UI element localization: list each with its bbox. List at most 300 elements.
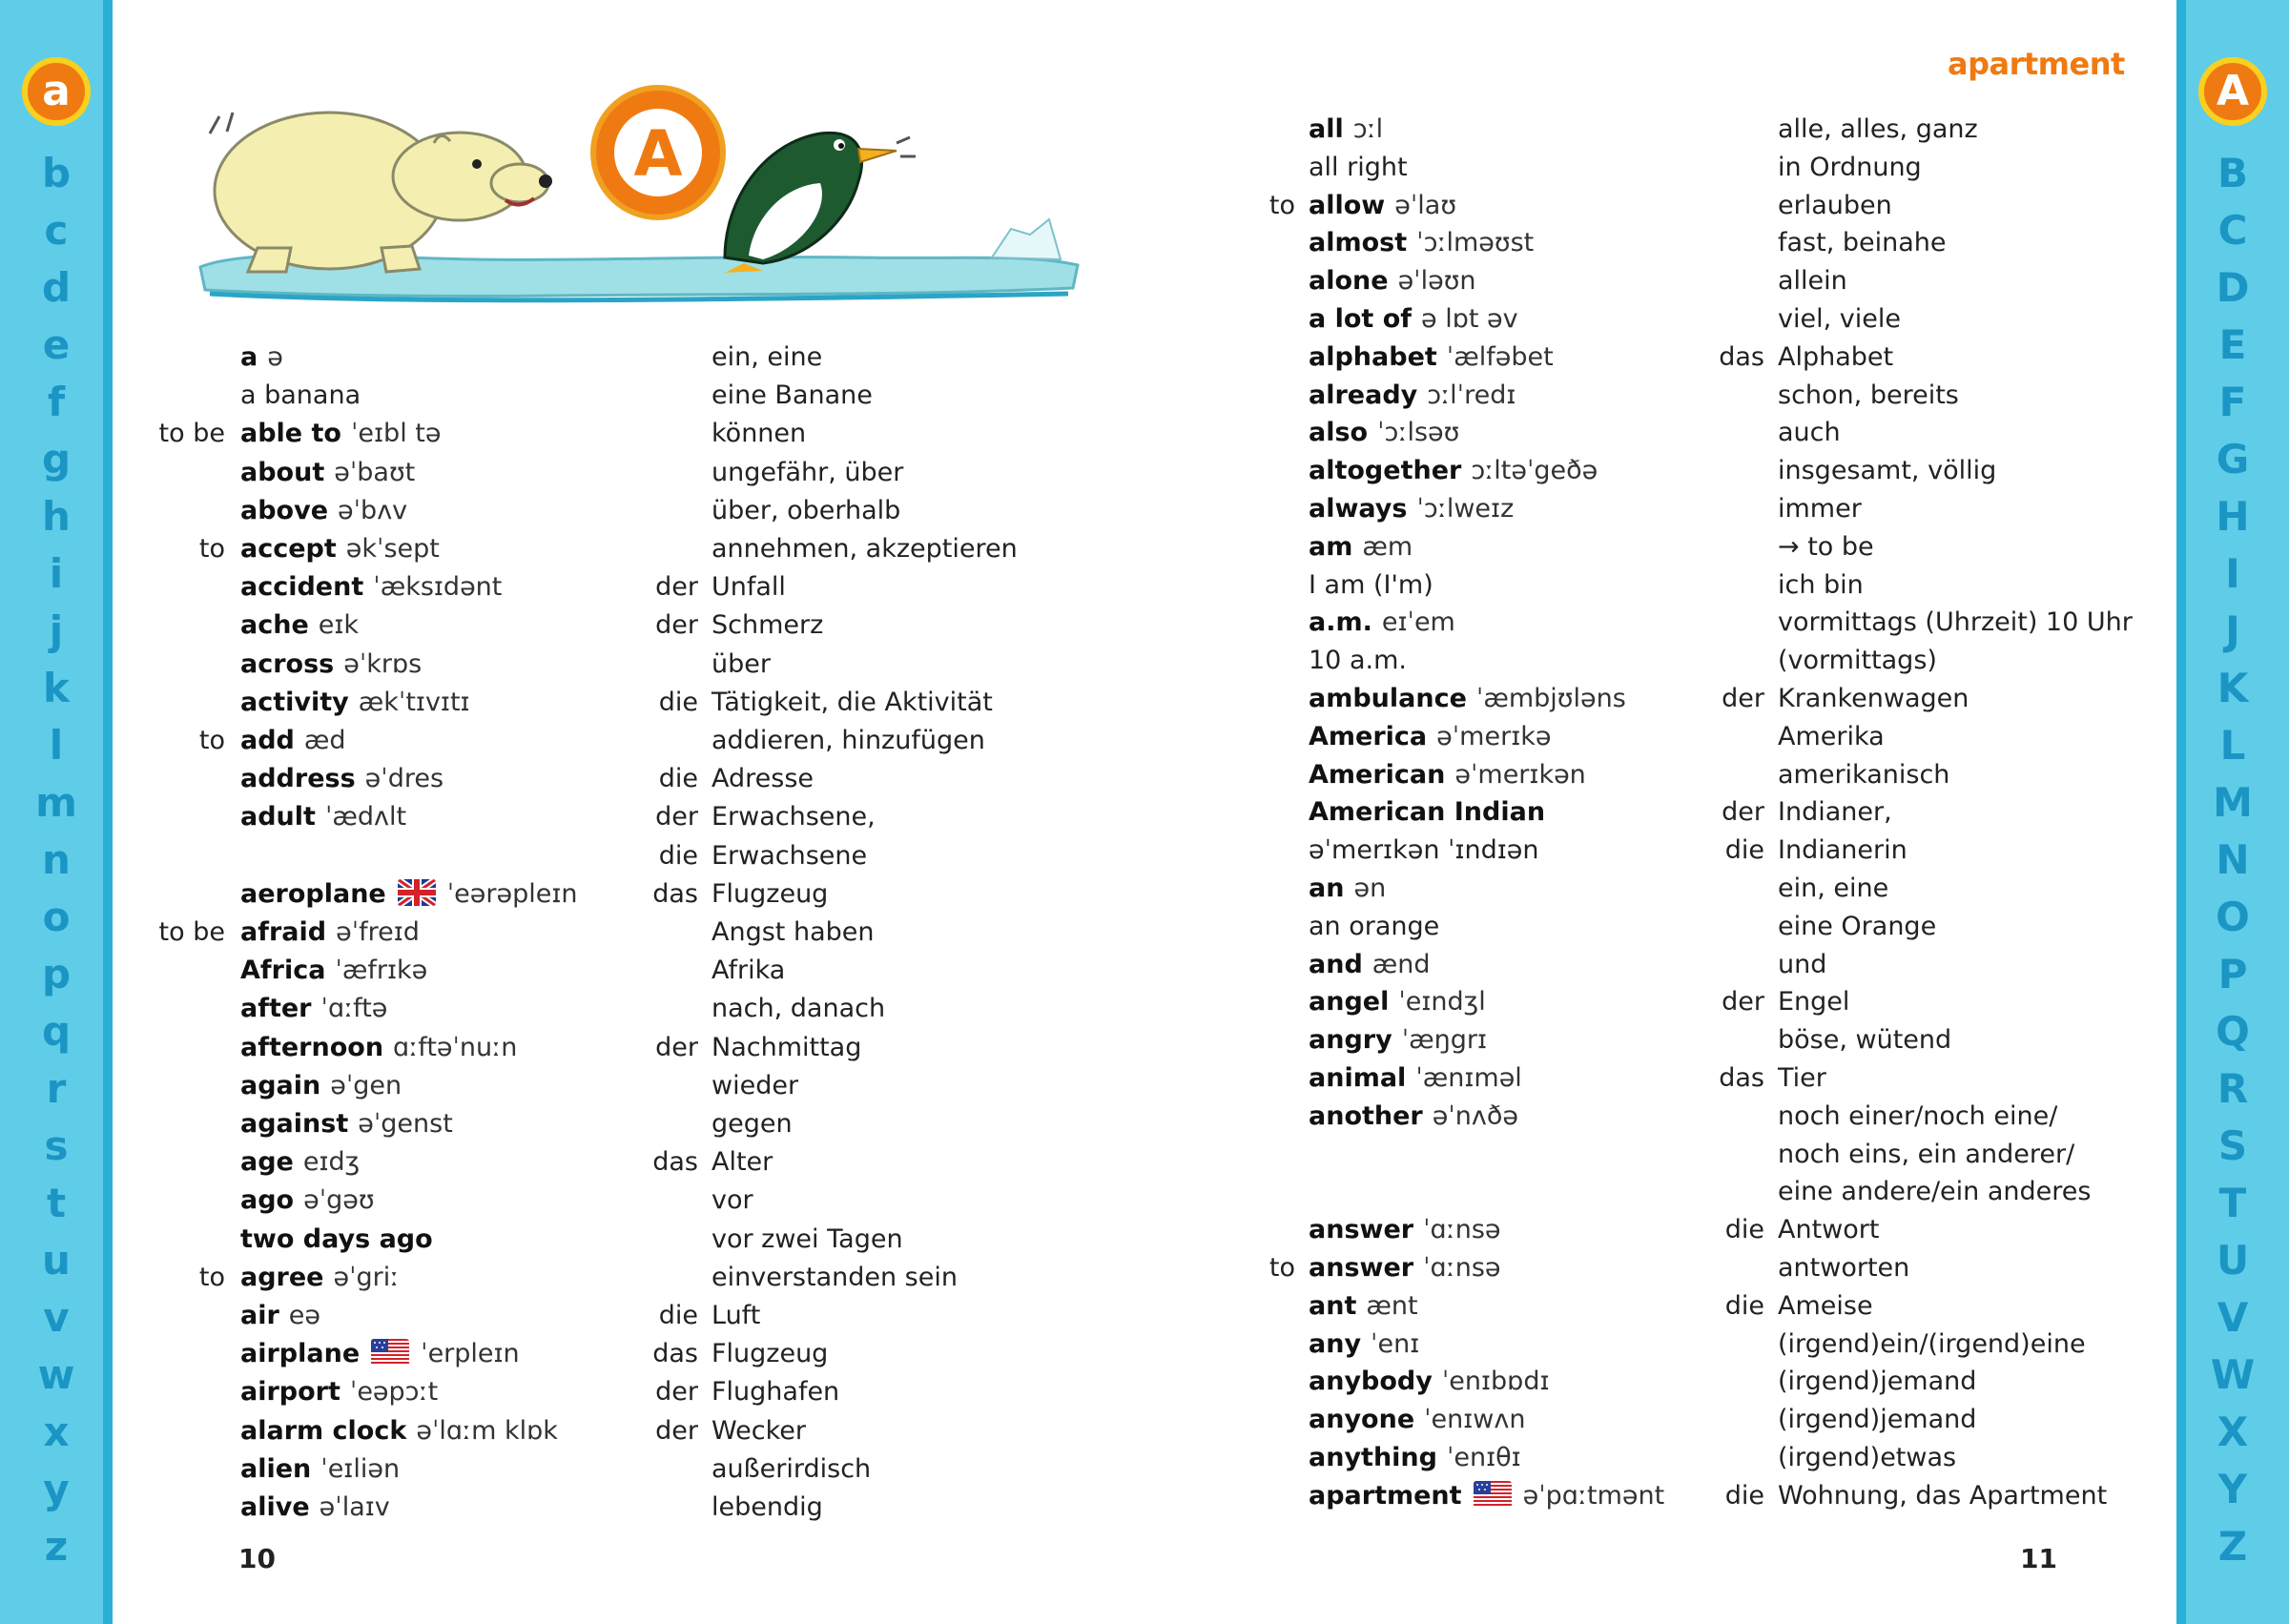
- entry-headword: address: [240, 764, 356, 794]
- entry-headword: ant: [1309, 1290, 1357, 1321]
- index-letter-b[interactable]: b: [41, 150, 72, 196]
- entry-translation: Indianerin: [1778, 835, 1908, 866]
- index-letter-h[interactable]: h: [42, 493, 71, 540]
- entry-translation: eine Banane: [711, 380, 873, 411]
- entry-headword-group: [1309, 1478, 1664, 1514]
- entry-translation: Erwachsene,: [711, 802, 876, 833]
- entry-pronunciation: eɪk: [318, 610, 360, 641]
- entry-article: das: [652, 1339, 698, 1369]
- entry-pronunciation: ækˈtɪvɪtɪ: [358, 687, 470, 717]
- index-letter-o[interactable]: o: [42, 894, 71, 940]
- entry-row: [0, 225, 2289, 261]
- entry-pronunciation: ən: [1353, 874, 1387, 903]
- entry-translation: über, oberhalb: [711, 495, 901, 525]
- entry-row: [0, 491, 2289, 527]
- entry-pronunciation: ɔːl: [1352, 114, 1384, 144]
- index-letter-f[interactable]: f: [47, 379, 66, 425]
- entry-pronunciation: ˈɔːlweɪz: [1416, 494, 1515, 524]
- entry-pronunciation: əˈgen: [330, 1070, 402, 1100]
- entry-translation: Tier: [1778, 1063, 1826, 1093]
- entry-translation: (irgend)ein/(irgend)eine: [1778, 1328, 2086, 1359]
- entry-headword: allow: [1309, 190, 1386, 220]
- entry-headword-group: [1309, 1364, 1550, 1400]
- entry-pronunciation: ˈeɪbl tə: [350, 419, 442, 449]
- entry-pronunciation: əˈlaɪv: [319, 1492, 390, 1522]
- entry-translation: insgesamt, völlig: [1778, 456, 1997, 486]
- entry-row: [0, 567, 2289, 604]
- entry-translation: Amerika: [1778, 721, 1885, 751]
- entry-translation: Wecker: [711, 1415, 806, 1446]
- entry-headword-group: [1309, 947, 1431, 983]
- entry-example: 10 a.m.: [1309, 646, 1407, 676]
- entry-pronunciation: ˈɑːftə: [320, 994, 388, 1024]
- entry-prefix: to: [198, 726, 225, 755]
- entry-row: [0, 909, 2289, 945]
- entry-translation: (irgend)jemand: [1778, 1367, 1977, 1397]
- index-letter-m[interactable]: M: [2213, 779, 2253, 826]
- entry-headword: also: [1309, 418, 1369, 448]
- entry-prefix: to: [1268, 1253, 1295, 1283]
- entry-pronunciation: əˈdres: [364, 764, 444, 794]
- entry-translation: vor: [711, 1185, 753, 1216]
- entry-translation: Luft: [711, 1301, 761, 1330]
- entry-pronunciation: ˈenɪbɒdɪ: [1441, 1367, 1550, 1397]
- entry-article: das: [652, 878, 698, 909]
- index-letter-r[interactable]: R: [2217, 1065, 2249, 1112]
- active-letter-badge: A: [2198, 57, 2267, 126]
- entry-pronunciation: ɔːlˈredɪ: [1427, 380, 1516, 410]
- entry-headword: airport: [240, 1377, 340, 1408]
- entry-translation: → to be: [1778, 531, 1874, 562]
- entry-headword: after: [240, 994, 312, 1024]
- entry-headword: a.m.: [1309, 607, 1372, 638]
- index-letter-v[interactable]: V: [2217, 1294, 2249, 1341]
- entry-pronunciation: ˈæmbjʊləns: [1475, 684, 1626, 713]
- entry-row: [0, 643, 2289, 679]
- entry-headword: alphabet: [1309, 341, 1437, 372]
- entry-row: [0, 1212, 2289, 1248]
- entry-translation: annehmen, akzeptieren: [711, 534, 1018, 564]
- entry-pronunciation: əˈgəʊ: [303, 1185, 375, 1216]
- entry-headword: am: [1309, 531, 1353, 562]
- entry-pronunciation: ˈenɪθɪ: [1446, 1443, 1521, 1472]
- entry-row: [0, 1326, 2289, 1363]
- index-letter-e[interactable]: E: [2218, 321, 2247, 368]
- entry-row: [0, 112, 2289, 148]
- entry-example: I am (I'm): [1309, 569, 1433, 600]
- entry-headword: an: [1309, 874, 1345, 903]
- entry-pronunciation: əˈmerɪkən: [1454, 759, 1586, 790]
- entry-headword: another: [1309, 1100, 1423, 1131]
- entry-headword: two days ago: [240, 1223, 433, 1254]
- entry-pronunciation: eɪˈem: [1381, 607, 1455, 638]
- index-letter-g[interactable]: G: [2216, 436, 2250, 483]
- page-number-left: 10: [238, 1543, 276, 1574]
- entry-row: [0, 1402, 2289, 1438]
- entry-article: das: [1719, 1063, 1764, 1093]
- entry-headword: afternoon: [240, 1032, 384, 1062]
- index-letter-t[interactable]: t: [46, 1180, 67, 1226]
- entry-translation: Erwachsene: [711, 840, 868, 871]
- entry-translation: in Ordnung: [1778, 152, 1922, 182]
- index-letter-s[interactable]: S: [2217, 1122, 2248, 1169]
- entry-pronunciation: əˈlaʊ: [1394, 190, 1456, 220]
- entry-translation: Flughafen: [711, 1377, 840, 1408]
- entry-pronunciation: ə: [267, 342, 283, 372]
- entry-translation: Alter: [711, 1147, 773, 1178]
- entry-pronunciation: ˈerpleɪn: [421, 1339, 520, 1369]
- entry-translation: Flugzeug: [711, 1339, 829, 1369]
- entry-headword-group: [1309, 225, 1534, 261]
- entry-translation: nach, danach: [711, 994, 886, 1024]
- entry-translation: Flugzeug: [711, 878, 829, 909]
- entry-article: der: [1722, 797, 1764, 828]
- entry-row: [0, 1440, 2289, 1476]
- index-letter-q[interactable]: Q: [2216, 1008, 2250, 1055]
- badge-letter: A: [633, 117, 683, 191]
- entry-translation: allein: [1778, 266, 1847, 297]
- entry-headword-group: [1309, 263, 1476, 299]
- index-letter-e[interactable]: e: [42, 321, 71, 368]
- entry-headword: American: [1309, 759, 1446, 790]
- entry-translation: können: [711, 419, 807, 449]
- entry-headword-group: [1309, 567, 1433, 604]
- entry-translation: erlauben: [1778, 190, 1892, 220]
- entry-pronunciation: æm: [1362, 531, 1413, 562]
- entry-translation: Adresse: [711, 764, 814, 794]
- entry-translation: (vormittags): [1778, 646, 1937, 676]
- entry-translation: immer: [1778, 494, 1862, 524]
- entry-row: [0, 378, 2289, 414]
- entry-pronunciation: ˈɑːnsə: [1423, 1215, 1501, 1245]
- entry-translation: Afrika: [711, 956, 786, 986]
- entry-pronunciation: əˈkrɒs: [343, 648, 423, 679]
- entry-translation: Tätigkeit, die Aktivität: [711, 687, 993, 717]
- entry-headword: airplane: [240, 1339, 361, 1369]
- entry-translation: amerikanisch: [1778, 759, 1950, 790]
- index-letter-l[interactable]: L: [2219, 722, 2246, 769]
- index-letter-t[interactable]: T: [2218, 1180, 2247, 1226]
- entry-row: [0, 794, 2289, 831]
- entry-translation: Wohnung, das Apartment: [1778, 1480, 2108, 1511]
- entry-headword: anyone: [1309, 1405, 1415, 1435]
- entry-pronunciation: əˈgenst: [358, 1109, 453, 1139]
- entry-translation: schon, bereits: [1778, 380, 1959, 410]
- entry-article: der: [1722, 987, 1764, 1018]
- index-letter-g[interactable]: g: [41, 436, 72, 483]
- entry-headword-group: [1309, 1022, 1487, 1059]
- entry-pronunciation: ˈælfəbet: [1446, 341, 1554, 372]
- entry-article: die: [658, 1301, 698, 1330]
- index-letter-n[interactable]: N: [2216, 836, 2250, 883]
- entry-headword: able to: [240, 419, 341, 449]
- entry-row: [0, 188, 2289, 224]
- running-header-word: apartment: [1948, 46, 2125, 82]
- entry-headword: above: [240, 495, 329, 525]
- entry-article: das: [1719, 341, 1764, 372]
- entry-row: [0, 833, 2289, 869]
- entry-article: die: [658, 687, 698, 717]
- entry-headword: angel: [1309, 987, 1390, 1018]
- entry-row: [0, 681, 2289, 717]
- index-letter-q[interactable]: q: [41, 1008, 72, 1055]
- entry-headword: age: [240, 1147, 294, 1178]
- entry-pronunciation: ˈɔːlsəʊ: [1377, 418, 1460, 448]
- entry-headword: all: [1309, 114, 1344, 144]
- entry-pronunciation: ˈæŋgrɪ: [1401, 1025, 1488, 1056]
- entry-row: [0, 719, 2289, 755]
- entry-translation: Alphabet: [1778, 341, 1894, 372]
- entry-headword-group: [1309, 681, 1626, 717]
- entry-row: [0, 757, 2289, 793]
- index-letter-x[interactable]: X: [2217, 1408, 2249, 1455]
- entry-headword: air: [240, 1301, 279, 1330]
- entry-pronunciation: əˈfreɪd: [336, 917, 420, 947]
- entry-headword: America: [1309, 721, 1428, 751]
- entry-translation: auch: [1778, 418, 1841, 448]
- entry-translation: viel, viele: [1778, 304, 1901, 334]
- entry-translation: und: [1778, 949, 1827, 979]
- entry-pronunciation: ˈeəpɔːt: [349, 1377, 439, 1408]
- entry-headword: alive: [240, 1492, 310, 1522]
- entry-article: die: [658, 764, 698, 794]
- entry-headword: altogether: [1309, 456, 1462, 486]
- entry-headword: animal: [1309, 1063, 1407, 1093]
- entry-pronunciation: ænt: [1366, 1290, 1418, 1321]
- entry-headword: angry: [1309, 1025, 1392, 1056]
- entry-headword-group: [1309, 719, 1551, 755]
- entry-translation: vor zwei Tagen: [711, 1223, 903, 1254]
- entry-headword: American Indian: [1309, 797, 1546, 828]
- entry-article: die: [1724, 1480, 1764, 1511]
- entry-headword-group: [1309, 339, 1554, 376]
- entry-pronunciation: əˈmerɪkə: [1436, 721, 1552, 751]
- entry-article: der: [655, 1415, 698, 1446]
- index-letter-c[interactable]: C: [2217, 207, 2248, 254]
- entry-translation: antworten: [1778, 1253, 1910, 1283]
- entry-headword: about: [240, 457, 325, 487]
- entry-example: an orange: [1309, 911, 1440, 941]
- index-letter-o[interactable]: O: [2216, 894, 2250, 940]
- index-letter-y[interactable]: Y: [2217, 1466, 2248, 1512]
- index-letter-k[interactable]: K: [2217, 665, 2249, 711]
- entry-headword: answer: [1309, 1215, 1414, 1245]
- entry-translation: fast, beinahe: [1778, 228, 1947, 258]
- entry-headword-group: [1309, 1250, 1501, 1286]
- entry-translation: ein, eine: [711, 342, 823, 372]
- entry-headword: add: [240, 726, 295, 755]
- entry-pronunciation: æd: [303, 726, 346, 755]
- entry-headword: and: [1309, 949, 1363, 979]
- index-letter-f[interactable]: F: [2218, 379, 2247, 425]
- entry-example: all right: [1309, 152, 1408, 182]
- entry-headword-group: [1309, 1212, 1501, 1248]
- entry-headword-group: [1309, 605, 1455, 641]
- entry-translation: Antwort: [1778, 1215, 1880, 1245]
- entry-headword: a: [240, 342, 258, 372]
- entry-headword: always: [1309, 494, 1408, 524]
- entry-row: [0, 1288, 2289, 1325]
- entry-article: der: [655, 572, 698, 603]
- entry-article: der: [655, 1032, 698, 1062]
- entry-article: die: [1724, 1215, 1764, 1245]
- entry-headword-group: [1309, 378, 1516, 414]
- entry-pronunciation: əˈnʌðə: [1432, 1100, 1519, 1131]
- entry-article: das: [652, 1147, 698, 1178]
- entry-row: [0, 263, 2289, 299]
- index-letter-n[interactable]: n: [42, 836, 71, 883]
- entry-translation: Unfall: [711, 572, 786, 603]
- index-letter-i[interactable]: i: [49, 550, 64, 597]
- entry-headword-group: [1309, 491, 1514, 527]
- entry-prefix: to: [1268, 190, 1295, 220]
- index-letter-m[interactable]: m: [35, 779, 77, 826]
- index-letter-z[interactable]: Z: [2217, 1523, 2248, 1570]
- index-letter-d[interactable]: d: [41, 264, 72, 311]
- index-letter-l[interactable]: l: [49, 722, 64, 769]
- entry-translation: ein, eine: [1778, 874, 1889, 903]
- index-letter-p[interactable]: P: [2217, 951, 2248, 997]
- entry-pronunciation: ˈenɪ: [1371, 1328, 1420, 1359]
- entry-headword: agree: [240, 1262, 324, 1292]
- index-letter-r[interactable]: r: [46, 1065, 67, 1112]
- entry-headword: already: [1309, 380, 1418, 410]
- entry-translation: noch eins, ein anderer/: [1778, 1139, 2075, 1169]
- entry-headword-group: [1309, 1440, 1521, 1476]
- entry-translation: Angst haben: [711, 917, 875, 947]
- entry-prefix: to: [198, 534, 225, 564]
- index-letter-b[interactable]: B: [2217, 150, 2248, 196]
- entry-headword: apartment: [1309, 1480, 1462, 1511]
- entry-translation: (irgend)jemand: [1778, 1405, 1977, 1435]
- entry-pronunciation: ˈenɪwʌn: [1424, 1405, 1526, 1435]
- index-letter-c[interactable]: c: [44, 207, 69, 254]
- entry-headword-group: [1309, 301, 1518, 338]
- entry-pronunciation: əˈləʊn: [1397, 266, 1476, 297]
- entry-translation: eine Orange: [1778, 911, 1937, 941]
- entry-row: [0, 1060, 2289, 1097]
- entry-row: [0, 871, 2289, 907]
- entry-headword: ache: [240, 610, 309, 641]
- entry-headword: alien: [240, 1453, 312, 1484]
- index-letter-i[interactable]: I: [2225, 550, 2240, 597]
- entry-row: [0, 453, 2289, 489]
- entry-headword-group: [1309, 1326, 1419, 1363]
- index-letter-w[interactable]: w: [37, 1351, 75, 1398]
- entry-article: der: [655, 1377, 698, 1408]
- entry-pronunciation: ænd: [1371, 949, 1431, 979]
- entry-translation: alle, alles, ganz: [1778, 114, 1978, 144]
- us-flag-icon: [1474, 1481, 1512, 1508]
- entry-headword-group: [1309, 188, 1456, 224]
- entry-pronunciation: eə: [288, 1301, 321, 1330]
- entry-row: [0, 529, 2289, 565]
- entry-pronunciation: əˈpɑːtmənt: [1522, 1480, 1665, 1511]
- index-letter-w[interactable]: W: [2210, 1351, 2256, 1398]
- entry-translation: ungefähr, über: [711, 457, 904, 487]
- entry-translation: eine andere/ein anderes: [1778, 1177, 2092, 1207]
- entry-headword: afraid: [240, 917, 327, 947]
- entry-row: [0, 150, 2289, 186]
- entry-pronunciation: eɪdʒ: [302, 1147, 361, 1178]
- entry-headword-group: [1309, 529, 1413, 565]
- entry-headword: Africa: [240, 956, 326, 986]
- index-letter-d[interactable]: D: [2216, 264, 2250, 311]
- entry-prefix: to be: [158, 917, 225, 947]
- entry-headword-group: [1309, 833, 1538, 869]
- entry-headword-group: [1309, 871, 1386, 907]
- index-letter-s[interactable]: s: [44, 1122, 69, 1169]
- entry-translation: Nachmittag: [711, 1032, 862, 1062]
- index-letter-z[interactable]: z: [44, 1523, 69, 1570]
- entry-headword: accident: [240, 572, 364, 603]
- entry-headword: almost: [1309, 228, 1408, 258]
- entry-pronunciation: əˈbʌv: [338, 495, 408, 525]
- active-letter-badge: a: [22, 57, 91, 126]
- index-letter-j[interactable]: J: [2225, 607, 2240, 654]
- index-letter-p[interactable]: p: [41, 951, 72, 997]
- entry-headword: any: [1309, 1328, 1362, 1359]
- entry-row: [0, 301, 2289, 338]
- entry-row: [0, 1364, 2289, 1400]
- entry-headword-group: [1309, 794, 1545, 831]
- entry-pronunciation: ˈæfrɪkə: [335, 956, 428, 986]
- index-letter-v[interactable]: v: [43, 1294, 70, 1341]
- index-letter-k[interactable]: k: [43, 665, 70, 711]
- entry-row: [0, 947, 2289, 986]
- index-letter-u[interactable]: U: [2216, 1237, 2250, 1284]
- entry-pronunciation: ˈɔːlməʊst: [1416, 228, 1535, 258]
- entry-pronunciation: ˈæksɪdənt: [373, 572, 503, 603]
- index-letter-y[interactable]: y: [43, 1466, 70, 1512]
- entry-headword-group: [1309, 112, 1383, 148]
- entry-headword: ago: [240, 1185, 295, 1216]
- index-letter-h[interactable]: H: [2216, 493, 2250, 540]
- entry-pronunciation: ˈeɪliən: [320, 1453, 401, 1484]
- entry-headword-group: [1309, 1288, 1418, 1325]
- entry-headword: a lot of: [1309, 304, 1413, 334]
- entry-pronunciation: ɑːftəˈnuːn: [393, 1032, 518, 1062]
- entry-headword: aeroplane: [240, 878, 386, 909]
- entry-translation: Ameise: [1778, 1290, 1873, 1321]
- entry-translation: vormittags (Uhrzeit) 10 Uhr: [1778, 607, 2133, 638]
- entry-pronunciation: ˈɑːnsə: [1423, 1253, 1501, 1283]
- entry-translation: gegen: [711, 1109, 793, 1139]
- entry-translation: wieder: [711, 1070, 799, 1100]
- index-letter-u[interactable]: u: [42, 1237, 71, 1284]
- entry-headword-group: [1309, 1099, 1518, 1135]
- entry-headword-group: [1309, 909, 1439, 945]
- entry-row: [0, 415, 2289, 451]
- entry-headword: anybody: [1309, 1367, 1433, 1397]
- entry-translation: noch einer/noch eine/: [1778, 1100, 2058, 1131]
- entry-row: [0, 1099, 2289, 1135]
- entry-article: die: [1724, 835, 1764, 866]
- entry-pronunciation: ˈeɪndʒl: [1398, 987, 1486, 1018]
- entry-headword: alarm clock: [240, 1415, 407, 1446]
- entry-pronunciation: ˈeərəpleɪn: [446, 878, 578, 909]
- entry-article: der: [655, 802, 698, 833]
- entry-headword: again: [240, 1070, 321, 1100]
- entry-pronunciation: ɔːltəˈgeðə: [1471, 456, 1598, 486]
- entry-example: a banana: [240, 380, 361, 411]
- entry-pronunciation: əˈbaʊt: [334, 457, 416, 487]
- entry-article: die: [658, 840, 698, 871]
- index-letter-j[interactable]: j: [49, 607, 64, 654]
- entry-pronunciation: əˈgriː: [333, 1262, 400, 1292]
- index-letter-x[interactable]: x: [43, 1408, 70, 1455]
- entry-headword-group: [1309, 415, 1459, 451]
